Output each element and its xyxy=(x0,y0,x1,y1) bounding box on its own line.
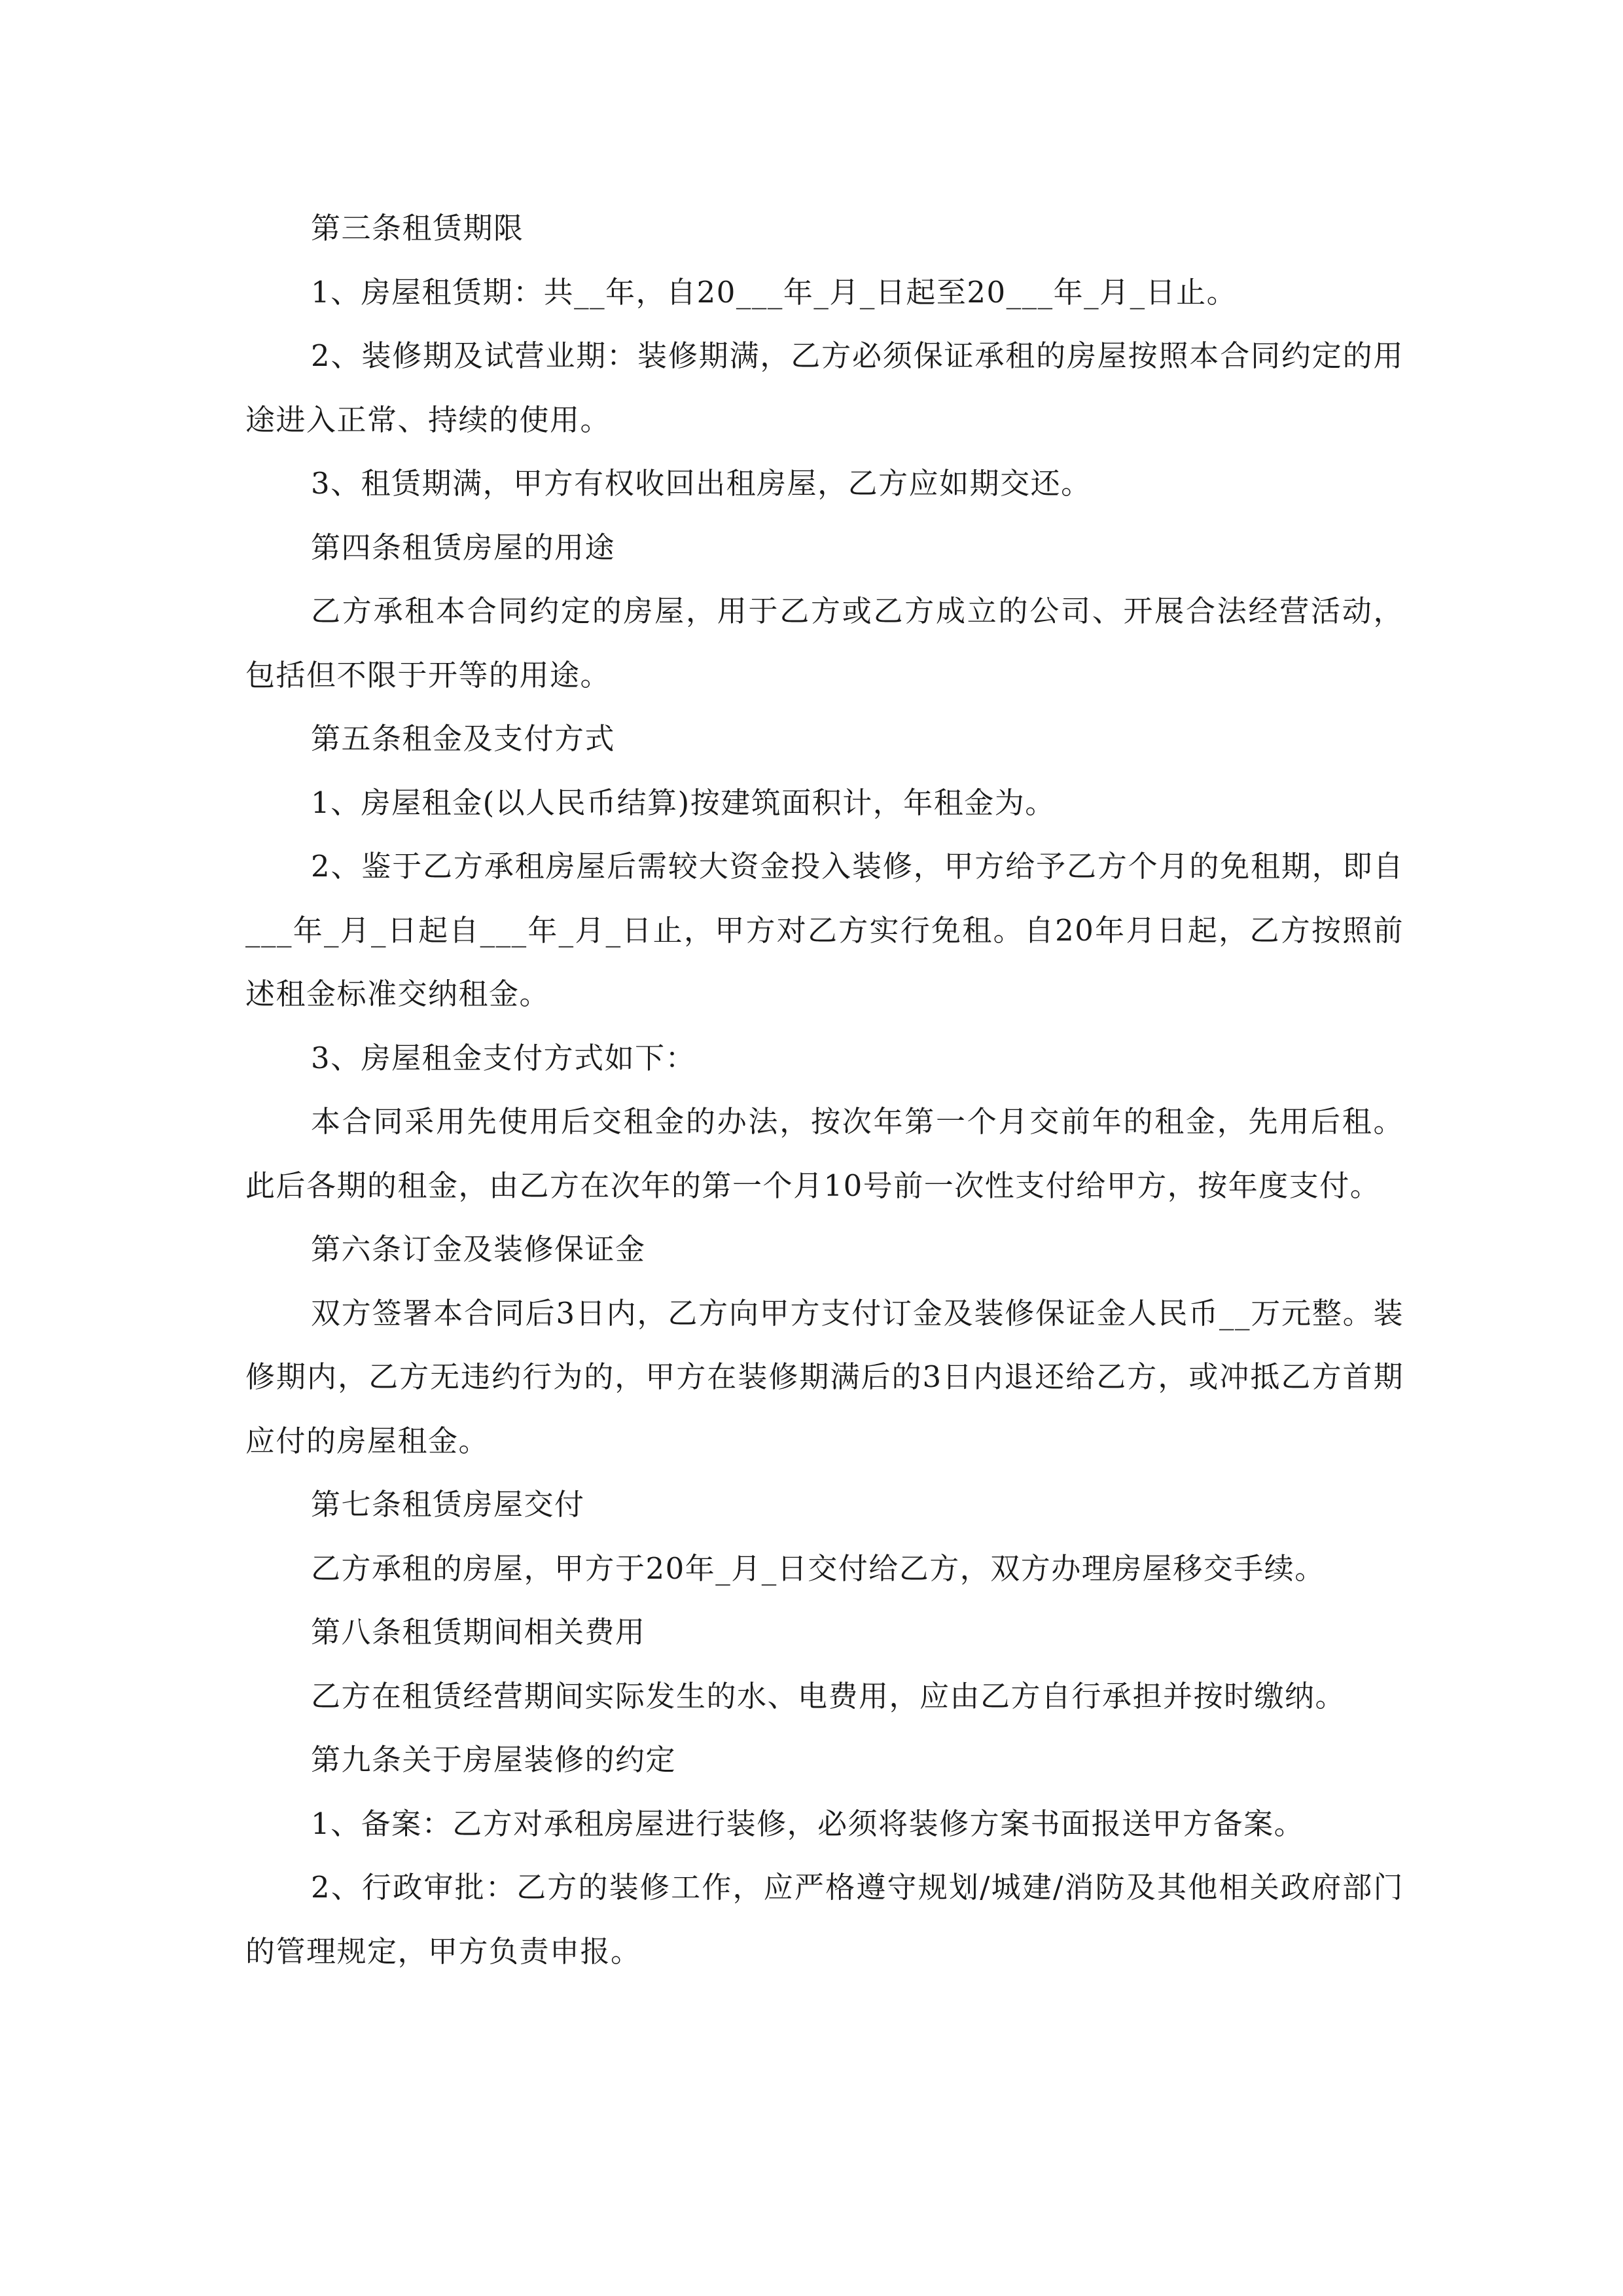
clause-deposit: 双方签署本合同后3日内，乙方向甲方支付订金及装修保证金人民币__万元整。装修期内，乙方无违约行为的，甲方在装修期满后的3日内退还给乙方，或冲抵乙方首期应付的房屋租金。 xyxy=(245,1295,1404,1458)
clause-lease-expiry: 3、租赁期满，甲方有权收回出租房屋，乙方应如期交还。 xyxy=(311,466,1092,501)
clause-lease-period: 1、房屋租赁期：共__年，自20___年_月_日起至20___年_月_日止。 xyxy=(311,274,1238,310)
clause-handover: 乙方承租的房屋，甲方于20年_月_日交付给乙方，双方办理房屋移交手续。 xyxy=(311,1551,1325,1586)
section-heading-renovation: 第九条关于房屋装修的约定 xyxy=(311,1742,677,1777)
clause-administrative-approval: 2、行政审批：乙方的装修工作，应严格遵守规划/城建/消防及其他相关政府部门的管理规定，甲方负责申报。 xyxy=(245,1870,1404,1969)
clause-usage: 乙方承租本合同约定的房屋，用于乙方或乙方成立的公司、开展合法经营活动，包括但不限于开等的用途。 xyxy=(245,594,1404,692)
section-heading-deposit: 第六条订金及装修保证金 xyxy=(311,1232,646,1266)
clause-renovation-period: 2、装修期及试营业期：装修期满，乙方必须保证承租的房屋按照本合同约定的用途进入正常、持续的使用。 xyxy=(245,338,1404,437)
clause-rent-amount: 1、房屋租金(以人民币结算)按建筑面积计，年租金为。 xyxy=(311,785,1056,820)
clause-payment-details: 本合同采用先使用后交租金的办法，按次年第一个月交前年的租金，先用后租。此后各期的租金，由乙方在次年的第一个月10号前一次性支付给甲方，按年度支付。 xyxy=(245,1104,1404,1203)
clause-fees: 乙方在租赁经营期间实际发生的水、电费用，应由乙方自行承担并按时缴纳。 xyxy=(311,1678,1346,1713)
clause-renovation-filing: 1、备案：乙方对承租房屋进行装修，必须将装修方案书面报送甲方备案。 xyxy=(311,1806,1305,1841)
document-body xyxy=(245,196,1404,1983)
section-heading-lease-term: 第三条租赁期限 xyxy=(311,211,524,245)
section-heading-fees: 第八条租赁期间相关费用 xyxy=(311,1615,646,1649)
clause-rent-free-period: 2、鉴于乙方承租房屋后需较大资金投入装修，甲方给予乙方个月的免租期，即自___年_月_日起自___年_月_日止，甲方对乙方实行免租。自20年月日起，乙方按照前述租金标准交纳租金。 xyxy=(245,849,1404,1011)
clause-payment-method: 3、房屋租金支付方式如下： xyxy=(311,1040,696,1075)
section-heading-rent-payment: 第五条租金及支付方式 xyxy=(311,721,616,756)
section-heading-handover: 第七条租赁房屋交付 xyxy=(311,1487,585,1522)
section-heading-usage: 第四条租赁房屋的用途 xyxy=(311,529,616,565)
